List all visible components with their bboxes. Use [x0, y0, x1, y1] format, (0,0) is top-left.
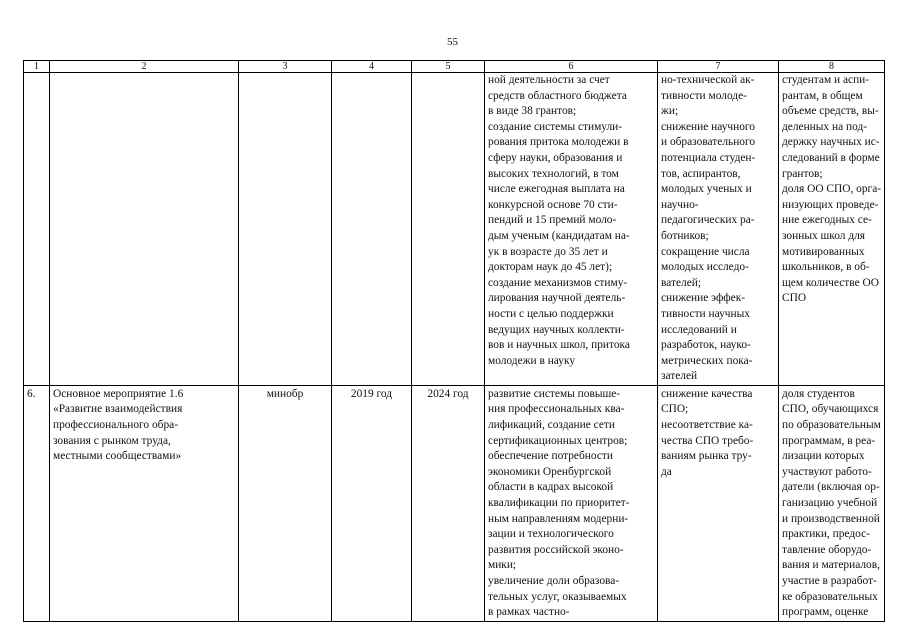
text-line: зонных школ для [782, 229, 866, 242]
text-line: программам, в реа- [782, 434, 876, 447]
text-line: экономики Оренбургской [488, 465, 612, 478]
text-line: обеспечение потребности [488, 450, 613, 463]
text-line: снижение качества [661, 387, 753, 400]
cell-indicators [779, 385, 885, 621]
text-line: тов, аспирантов, [661, 167, 741, 180]
text-line: грантов; [782, 167, 823, 180]
text-line: профессионального обра- [53, 419, 178, 432]
text-line: сферу науки, образования и [488, 151, 623, 164]
header-col-5: 5 [412, 61, 485, 73]
text-line: мики; [488, 559, 517, 572]
cell-executor [239, 73, 332, 386]
header-col-6: 6 [485, 61, 658, 73]
text-line: низующих проведе- [782, 198, 879, 211]
text-line: молодых исследо- [661, 261, 749, 274]
text-line: средств областного бюджета [488, 89, 627, 102]
cell-consequences [658, 385, 779, 621]
cell-indicators [779, 73, 885, 386]
text-line: тавление оборудо- [782, 543, 872, 556]
cell-executor: минобр [239, 385, 332, 621]
header-col-7: 7 [658, 61, 779, 73]
table-row-continued [24, 73, 885, 386]
text-line: сертификационных центров; [488, 434, 628, 447]
header-col-1: 1 [24, 61, 50, 73]
text-line: снижение научного [661, 120, 755, 133]
text-line: метрических пока- [661, 354, 753, 367]
text-line: но-технической ак- [661, 74, 755, 86]
text-line: жи; [661, 105, 679, 118]
text-line: участие в разработ- [782, 575, 877, 587]
text-line: исследований и [661, 323, 737, 336]
text-line: объеме средств, вы- [782, 105, 879, 118]
text-line: числе ежегодная выплата на [488, 183, 625, 196]
text-line: потенциала студен- [661, 151, 756, 164]
text-line: создание механизмов стиму- [488, 276, 628, 289]
cell-measure [50, 73, 239, 386]
text-line: доля студентов [782, 387, 855, 400]
text-line: пендий и 15 премий моло- [488, 214, 617, 227]
text-line: практики, предос- [782, 528, 870, 541]
page-number: 55 [447, 36, 458, 48]
text-line: зации и технологического [488, 528, 614, 541]
text-line: и производственной [782, 512, 880, 525]
text-line: деленных на под- [782, 120, 868, 133]
text-line: создание системы стимули- [488, 120, 623, 133]
text-line: чества СПО требо- [661, 434, 754, 447]
text-line: мотивированных [782, 245, 865, 258]
text-line: ваниям рынка тру- [661, 450, 752, 463]
text-line: несоответствие ка- [661, 419, 753, 432]
text-line: Основное мероприятие 1.6 [53, 387, 184, 400]
cell-num: 6. [24, 385, 50, 621]
text-line: датели (включая ор- [782, 481, 880, 494]
text-line: ным направлениям модерни- [488, 512, 629, 525]
text-line: педагогических ра- [661, 214, 755, 227]
text-line: вов и научных школ, притока [488, 339, 630, 352]
text-line: и образовательного [661, 136, 756, 149]
text-line: зования с рынком труда, [53, 434, 171, 447]
text-line: дым ученым (кандидатам на- [488, 229, 630, 242]
column-number-row [24, 61, 885, 73]
text-line: научно- [661, 198, 699, 211]
text-line: ние ежегодных се- [782, 214, 872, 227]
measures-table [23, 60, 885, 622]
text-line: тельных услуг, оказываемых [488, 590, 627, 603]
text-line: ния профессиональных ква- [488, 403, 625, 416]
cell-consequences [658, 73, 779, 386]
text-line: лизации которых [782, 450, 865, 463]
cell-expected-result [485, 385, 658, 621]
text-line: квалификации по приоритет- [488, 497, 630, 510]
cell-end [412, 73, 485, 386]
text-line: участвуют работо- [782, 465, 872, 478]
text-line: высоких технологий, в том [488, 167, 619, 180]
cell-start [332, 73, 412, 386]
text-line: области в кадрах высокой [488, 481, 614, 494]
text-line: в рамках частно- [488, 606, 570, 619]
text-line: «Развитие взаимодействия [53, 403, 183, 416]
text-line: снижение эффек- [661, 292, 746, 305]
text-line: разработок, науко- [661, 339, 751, 352]
text-line: СПО, обучающихся [782, 403, 879, 416]
header-col-4: 4 [332, 61, 412, 73]
header-col-2: 2 [50, 61, 239, 73]
text-line: вания и материалов, [782, 559, 880, 572]
text-line: следований в форме [782, 151, 880, 164]
cell-end: 2024 год [412, 385, 485, 621]
text-line: конкурсной основе 70 сти- [488, 198, 618, 211]
cell-num [24, 73, 50, 386]
text-line: местными сообществами» [53, 450, 182, 463]
text-line: в виде 38 грантов; [488, 105, 577, 118]
text-line: СПО [782, 292, 807, 305]
text-line: ук в возрасте до 35 лет и [488, 245, 608, 258]
text-line: развитие системы повыше- [488, 387, 621, 400]
text-line: зателей [661, 370, 698, 383]
text-line: лификаций, создание сети [488, 419, 615, 432]
text-line: развития российской эконо- [488, 543, 624, 556]
text-line: СПО; [661, 403, 689, 416]
text-line: лирования научной деятель- [488, 292, 626, 305]
text-line: тивности молоде- [661, 89, 747, 102]
text-line: по образовательным [782, 419, 881, 432]
text-line: ной деятельности за счет [488, 74, 610, 86]
text-line: рования притока молодежи в [488, 136, 629, 149]
text-line: держку научных ис- [782, 136, 880, 149]
header-col-8: 8 [779, 61, 885, 73]
cell-measure [50, 385, 239, 621]
text-line: студентам и аспи- [782, 74, 870, 86]
text-line: сокращение числа [661, 245, 750, 258]
text-line: ведущих научных коллекти- [488, 323, 625, 336]
table-row-6 [24, 385, 885, 621]
text-line: да [661, 465, 672, 478]
text-line: вателей; [661, 276, 702, 289]
text-line: ности с целью поддержки [488, 307, 614, 320]
header-col-3: 3 [239, 61, 332, 73]
text-line: увеличение доли образова- [488, 575, 620, 587]
text-line: тивности научных [661, 307, 750, 320]
text-line: докторам наук до 45 лет); [488, 261, 613, 274]
text-line: программ, оценке [782, 606, 869, 619]
cell-expected-result [485, 73, 658, 386]
text-line: ке образовательных [782, 590, 878, 603]
text-line: рантам, в общем [782, 89, 863, 102]
text-line: щем количестве ОО [782, 276, 879, 289]
text-line: молодежи в науку [488, 354, 576, 367]
text-line: школьников, в об- [782, 261, 870, 274]
cell-start: 2019 год [332, 385, 412, 621]
text-line: ботников; [661, 229, 709, 242]
text-line: молодых ученых и [661, 183, 752, 196]
text-line: доля ОО СПО, орга- [782, 183, 882, 196]
text-line: ганизацию учебной [782, 497, 878, 510]
